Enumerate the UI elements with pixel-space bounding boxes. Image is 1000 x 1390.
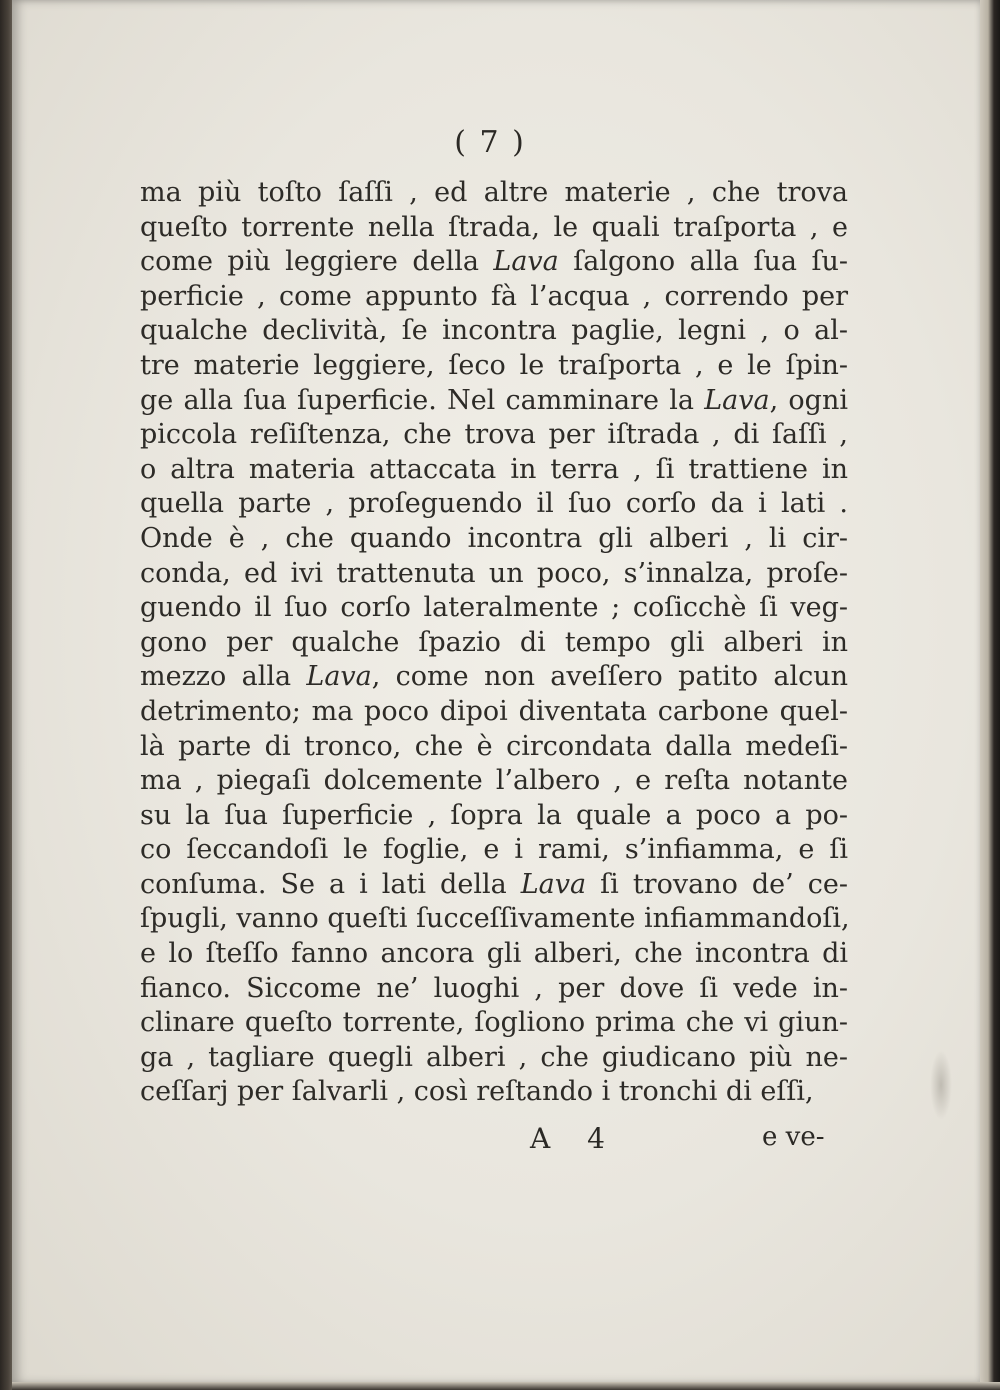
signature-mark: A 4: [530, 1122, 619, 1155]
text-line: ſpugli, vanno queſti ſucceſſivamente infiammandoſi,: [140, 903, 850, 935]
text-line: tre materie leggiere, ſeco le traſporta , e le ſpin-: [140, 349, 848, 381]
text-line: conda, ed ivi trattenuta un poco, s’innalza, proſe-: [140, 557, 848, 589]
italic-word: Lava: [520, 868, 587, 900]
text-line: o altra materia attaccata in terra , ſi trattiene in: [140, 453, 848, 485]
italic-word: Lava: [704, 384, 770, 416]
text-line: e lo ſteſſo fanno ancora gli alberi, che incontra di: [140, 938, 848, 970]
page-number: ( 7 ): [454, 125, 526, 160]
text-line: fianco. Siccome ne’ luoghi , per dove ſi vede in-: [140, 972, 848, 1004]
text-line: su la ſua ſuperficie , ſopra la quale a poco a po-: [140, 799, 848, 831]
text-line: queſto torrente nella ſtrada, le quali traſporta , e: [140, 211, 848, 243]
text-line: ma , piegaſi dolcemente l’albero , e reſta notante: [140, 765, 848, 797]
body-text: [140, 176, 848, 1110]
text-line: gono per qualche ſpazio di tempo gli alberi in: [140, 626, 848, 658]
italic-word: Lava: [493, 246, 559, 278]
page-edge: [980, 0, 1000, 1390]
text-line: ge alla ſua ſuperficie. Nel camminare la Lava, ogni: [140, 384, 848, 416]
text-line: perficie , come appunto fà l’acqua , correndo per: [140, 280, 848, 312]
text-line: detrimento; ma poco dipoi diventata carbone quel-: [140, 695, 848, 727]
catchword: e ve-: [762, 1122, 825, 1152]
text-line: come più leggiere della Lava ſalgono alla ſua ſu-: [140, 246, 848, 278]
text-line: ceſſarj per ſalvarli , così reſtando i tronchi di eſſi,: [140, 1076, 814, 1108]
text-line: co ſeccandoſi le foglie, e i rami, s’infiamma, e ſi: [140, 834, 848, 866]
italic-word: Lava: [306, 661, 372, 693]
text-line: conſuma. Se a i lati della Lava ſi trovano de’ ce-: [140, 868, 848, 900]
text-line: piccola reſiſtenza, che trova per iſtrada , di ſaſſi ,: [140, 419, 848, 451]
text-line: qualche declività, ſe incontra paglie, legni , o al-: [140, 315, 848, 347]
text-line: mezzo alla Lava, come non aveſſero patito alcun: [140, 661, 848, 693]
page-footer: [0, 1122, 1000, 1162]
text-line: clinare queſto torrente, ſogliono prima che vi giun-: [140, 1007, 848, 1039]
page-bottom-edge: [12, 1382, 1000, 1390]
text-line: là parte di tronco, che è circondata dalla medeſi-: [140, 730, 848, 762]
text-line: ga , tagliare quegli alberi , che giudicano più ne-: [140, 1041, 848, 1073]
text-line: quella parte , proſeguendo il ſuo corſo da i lati .: [140, 488, 848, 520]
text-line: guendo il ſuo corſo lateralmente ; coſicchè ſi veg-: [140, 592, 848, 624]
ink-smudge: [930, 1050, 952, 1120]
text-line: Onde è , che quando incontra gli alberi , li cir-: [140, 522, 848, 554]
text-line: ma più toſto ſaſſi , ed altre materie , che trova: [140, 177, 848, 208]
